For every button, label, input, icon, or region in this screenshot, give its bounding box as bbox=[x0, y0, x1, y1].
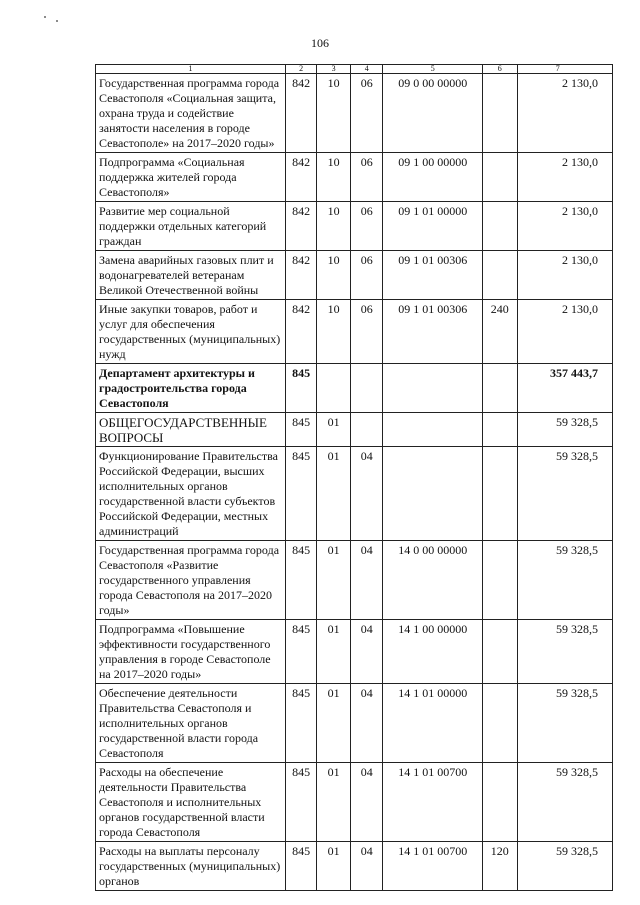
row-name: Государственная программа города Севастополя «Развитие государственного управления города Севастополя на 2017–2020 годы» bbox=[96, 541, 286, 620]
row-subsection: 04 bbox=[350, 541, 383, 620]
row-expense-type bbox=[482, 684, 517, 763]
row-grbs: 845 bbox=[285, 842, 316, 891]
row-section: 01 bbox=[317, 413, 351, 447]
table-row-department bbox=[96, 364, 613, 413]
row-subsection: 04 bbox=[350, 763, 383, 842]
row-subsection: 04 bbox=[350, 684, 383, 763]
row-grbs: 845 bbox=[285, 447, 316, 541]
row-grbs: 842 bbox=[285, 202, 316, 251]
row-subsection bbox=[350, 364, 383, 413]
table-row bbox=[96, 763, 613, 842]
row-subsection: 06 bbox=[350, 74, 383, 153]
row-section: 01 bbox=[317, 763, 351, 842]
header-col-6: 6 bbox=[482, 65, 517, 74]
row-target-article: 09 1 01 00000 bbox=[383, 202, 483, 251]
row-target-article: 14 1 01 00700 bbox=[383, 763, 483, 842]
table-row bbox=[96, 202, 613, 251]
row-expense-type bbox=[482, 620, 517, 684]
row-sum: 59 328,5 bbox=[517, 447, 613, 541]
row-grbs: 845 bbox=[285, 620, 316, 684]
row-section: 01 bbox=[317, 684, 351, 763]
table-row bbox=[96, 413, 613, 447]
row-name: Подпрограмма «Повышение эффективности государственного управления в городе Севастополе на 2017–2020 годы» bbox=[96, 620, 286, 684]
row-target-article bbox=[383, 413, 483, 447]
row-sum: 59 328,5 bbox=[517, 620, 613, 684]
row-name: Департамент архитектуры и градостроительства города Севастополя bbox=[96, 364, 286, 413]
row-sum: 357 443,7 bbox=[517, 364, 613, 413]
table-row bbox=[96, 153, 613, 202]
row-grbs: 845 bbox=[285, 684, 316, 763]
row-expense-type bbox=[482, 153, 517, 202]
row-sum: 2 130,0 bbox=[517, 153, 613, 202]
row-target-article: 14 0 00 00000 bbox=[383, 541, 483, 620]
row-target-article: 09 0 00 00000 bbox=[383, 74, 483, 153]
table-row bbox=[96, 684, 613, 763]
table-row bbox=[96, 620, 613, 684]
header-col-3: 3 bbox=[317, 65, 351, 74]
row-sum: 2 130,0 bbox=[517, 74, 613, 153]
row-section: 10 bbox=[317, 251, 351, 300]
row-grbs: 845 bbox=[285, 413, 316, 447]
row-subsection bbox=[350, 413, 383, 447]
row-expense-type bbox=[482, 74, 517, 153]
row-expense-type bbox=[482, 364, 517, 413]
row-subsection: 04 bbox=[350, 620, 383, 684]
scan-speck bbox=[44, 16, 46, 18]
row-sum: 59 328,5 bbox=[517, 413, 613, 447]
row-grbs: 845 bbox=[285, 763, 316, 842]
budget-table bbox=[95, 64, 613, 891]
row-section: 10 bbox=[317, 74, 351, 153]
row-grbs: 842 bbox=[285, 74, 316, 153]
row-name: Иные закупки товаров, работ и услуг для обеспечения государственных (муниципальных) нужд bbox=[96, 300, 286, 364]
row-target-article bbox=[383, 364, 483, 413]
row-name: Расходы на обеспечение деятельности Правительства Севастополя и исполнительных органов государственной власти города Севастополя bbox=[96, 763, 286, 842]
row-subsection: 06 bbox=[350, 300, 383, 364]
row-name: Расходы на выплаты персоналу государственных (муниципальных) органов bbox=[96, 842, 286, 891]
row-grbs: 842 bbox=[285, 251, 316, 300]
row-section: 01 bbox=[317, 541, 351, 620]
table-row bbox=[96, 74, 613, 153]
row-target-article bbox=[383, 447, 483, 541]
table-row bbox=[96, 251, 613, 300]
row-name: Функционирование Правительства Российской Федерации, высших исполнительных органов государственной власти субъектов Российской Федерации, местных администраций bbox=[96, 447, 286, 541]
table-header-row bbox=[96, 65, 613, 74]
table-row bbox=[96, 541, 613, 620]
row-target-article: 14 1 01 00000 bbox=[383, 684, 483, 763]
row-grbs: 842 bbox=[285, 300, 316, 364]
row-expense-type bbox=[482, 447, 517, 541]
row-section: 10 bbox=[317, 202, 351, 251]
page-number: 106 bbox=[311, 36, 329, 50]
row-grbs: 845 bbox=[285, 364, 316, 413]
row-expense-type bbox=[482, 251, 517, 300]
row-name: Государственная программа города Севастополя «Социальная защита, охрана труда и содействие занятости населения в городе Севастополе» на 2017–2020 годы» bbox=[96, 74, 286, 153]
row-expense-type: 120 bbox=[482, 842, 517, 891]
row-target-article: 09 1 00 00000 bbox=[383, 153, 483, 202]
row-section: 01 bbox=[317, 842, 351, 891]
row-sum: 59 328,5 bbox=[517, 842, 613, 891]
row-section bbox=[317, 364, 351, 413]
table-row bbox=[96, 447, 613, 541]
row-name: Замена аварийных газовых плит и водонагревателей ветеранам Великой Отечественной войны bbox=[96, 251, 286, 300]
row-target-article: 14 1 01 00700 bbox=[383, 842, 483, 891]
row-sum: 59 328,5 bbox=[517, 541, 613, 620]
row-expense-type bbox=[482, 413, 517, 447]
header-col-1: 1 bbox=[96, 65, 286, 74]
row-grbs: 845 bbox=[285, 541, 316, 620]
header-col-5: 5 bbox=[383, 65, 483, 74]
row-sum: 2 130,0 bbox=[517, 300, 613, 364]
header-col-2: 2 bbox=[285, 65, 316, 74]
row-expense-type: 240 bbox=[482, 300, 517, 364]
row-sum: 2 130,0 bbox=[517, 202, 613, 251]
row-grbs: 842 bbox=[285, 153, 316, 202]
table-row bbox=[96, 842, 613, 891]
row-subsection: 06 bbox=[350, 153, 383, 202]
row-subsection: 04 bbox=[350, 842, 383, 891]
row-expense-type bbox=[482, 541, 517, 620]
row-sum: 59 328,5 bbox=[517, 763, 613, 842]
row-expense-type bbox=[482, 202, 517, 251]
row-name: Развитие мер социальной поддержки отдельных категорий граждан bbox=[96, 202, 286, 251]
table-row bbox=[96, 300, 613, 364]
header-col-4: 4 bbox=[350, 65, 383, 74]
row-name: ОБЩЕГОСУДАРСТВЕННЫЕ ВОПРОСЫ bbox=[96, 413, 286, 447]
row-section: 10 bbox=[317, 300, 351, 364]
row-name: Подпрограмма «Социальная поддержка жителей города Севастополя» bbox=[96, 153, 286, 202]
header-col-7: 7 bbox=[517, 65, 613, 74]
row-subsection: 06 bbox=[350, 202, 383, 251]
row-target-article: 14 1 00 00000 bbox=[383, 620, 483, 684]
row-sum: 59 328,5 bbox=[517, 684, 613, 763]
scan-speck bbox=[56, 20, 58, 22]
row-expense-type bbox=[482, 763, 517, 842]
row-target-article: 09 1 01 00306 bbox=[383, 300, 483, 364]
row-name: Обеспечение деятельности Правительства Севастополя и исполнительных органов государственной власти города Севастополя bbox=[96, 684, 286, 763]
row-section: 10 bbox=[317, 153, 351, 202]
row-section: 01 bbox=[317, 447, 351, 541]
row-sum: 2 130,0 bbox=[517, 251, 613, 300]
row-section: 01 bbox=[317, 620, 351, 684]
row-target-article: 09 1 01 00306 bbox=[383, 251, 483, 300]
row-subsection: 04 bbox=[350, 447, 383, 541]
row-subsection: 06 bbox=[350, 251, 383, 300]
